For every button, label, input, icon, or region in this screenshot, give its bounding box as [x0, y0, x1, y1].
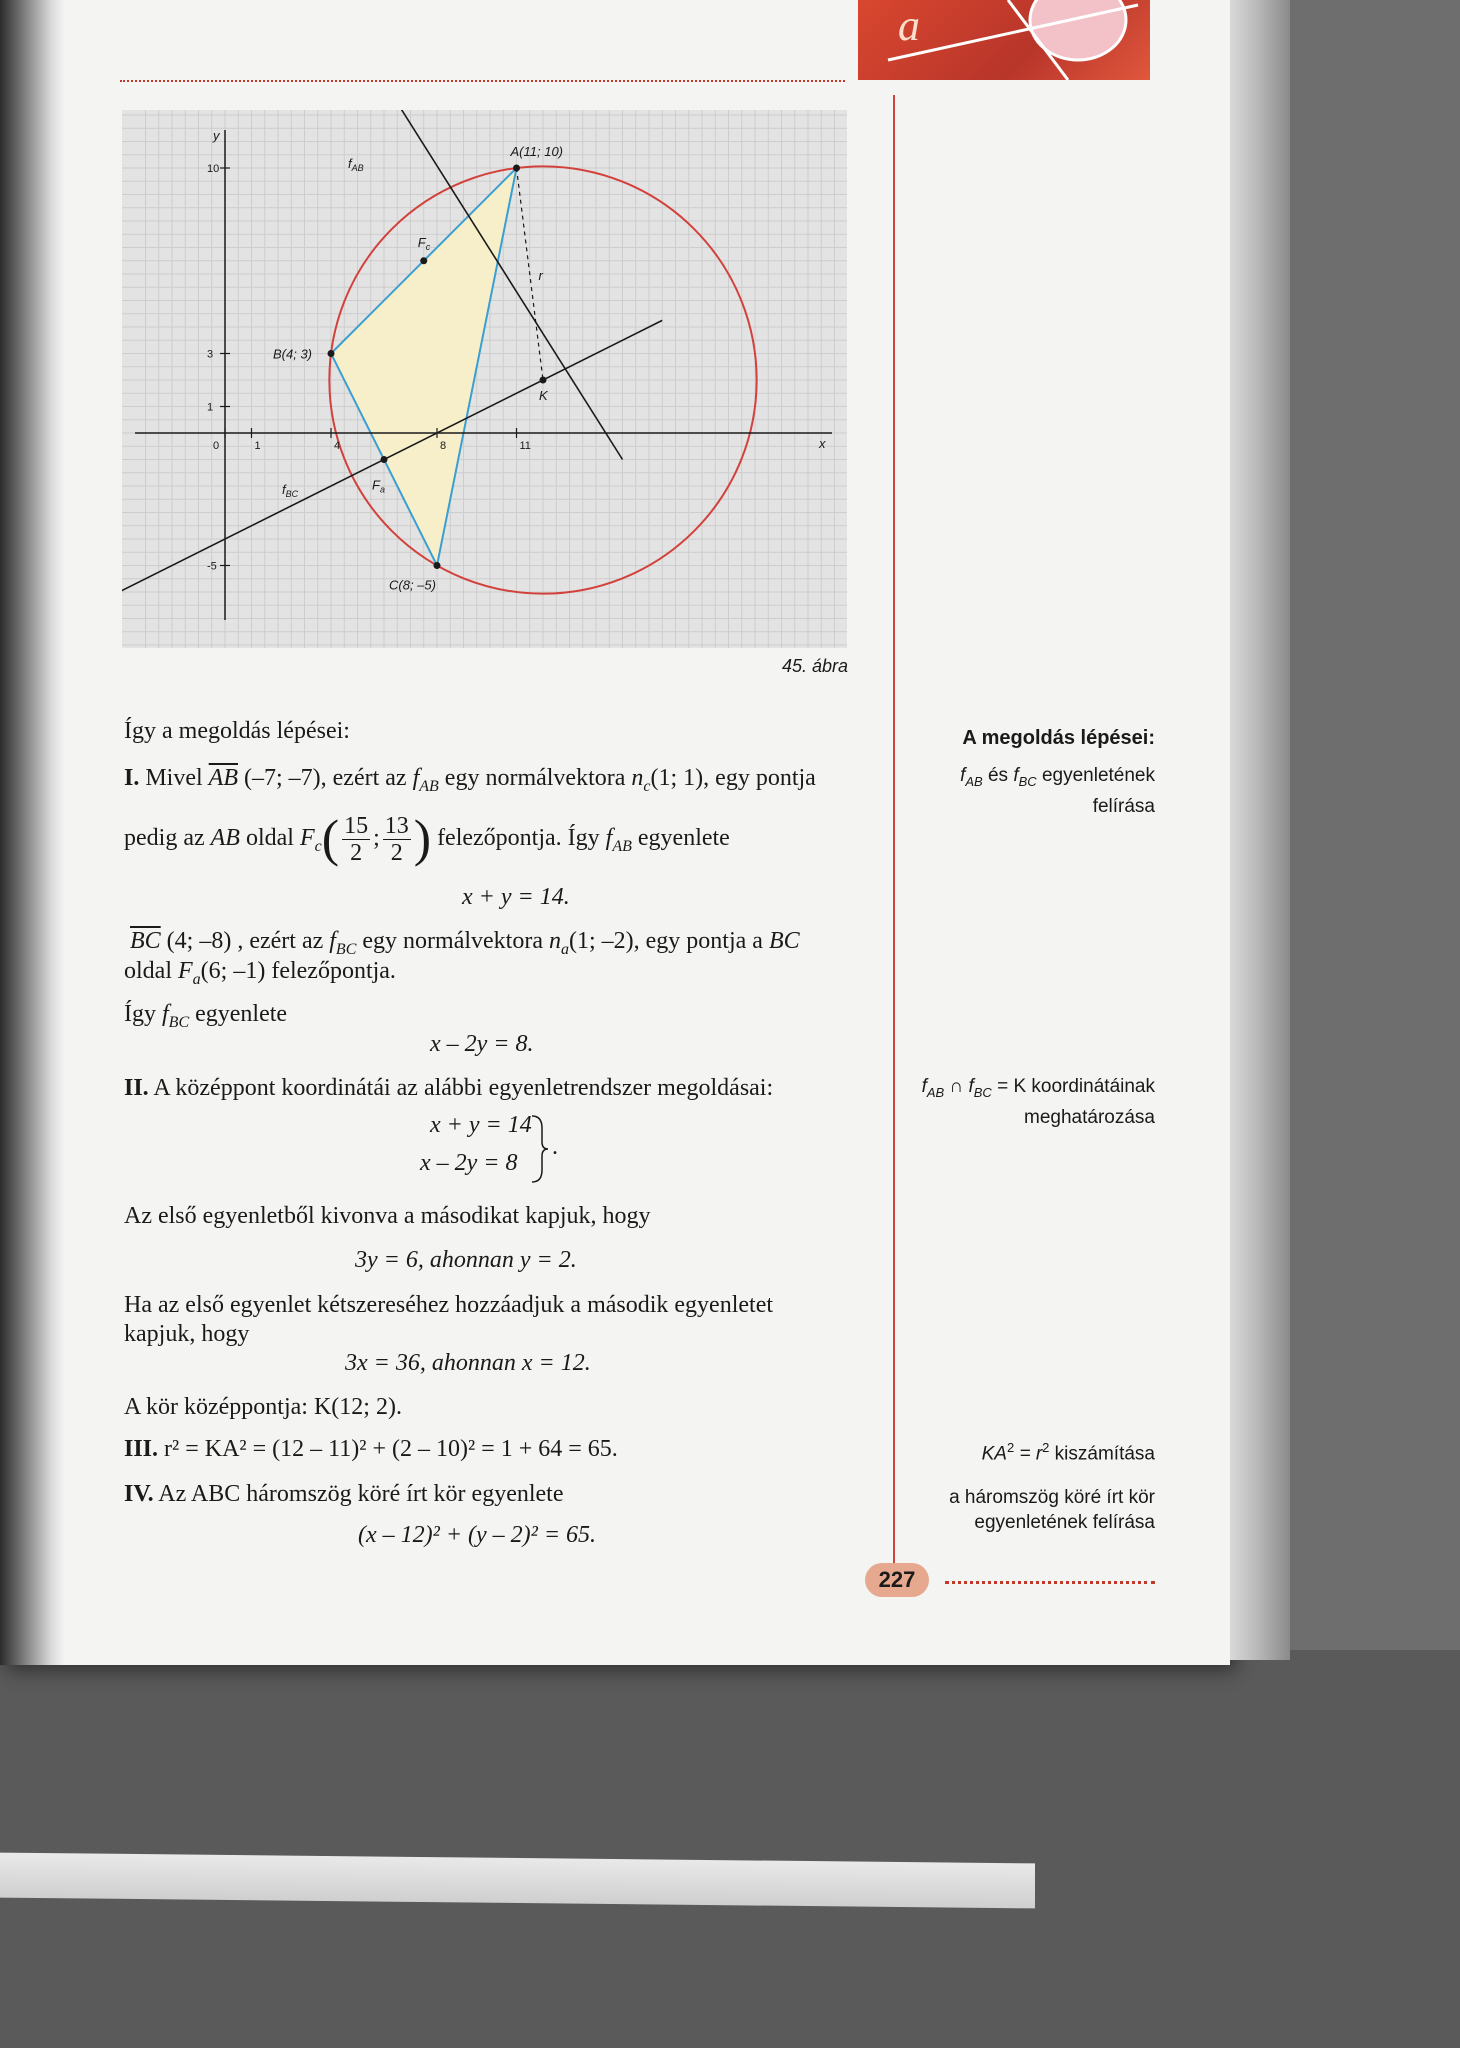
- fraction-15-2: $\frac{15}{2}$: [344, 812, 369, 866]
- equation-fab: x + y = 14.: [462, 884, 570, 910]
- equation-3x: 3x = 36, ahonnan x = 12.: [345, 1350, 591, 1376]
- sidebar-note-1: $f_{AB}$ és $f_{BC}$ egyenletének felírása: [960, 765, 1155, 817]
- figure-45: [122, 110, 847, 648]
- step-1-line-2: pedig az AB oldal $F_c$( $\frac{15}{2}$ ; $\frac{13}{2}$ ) felezőpontja. Így $f_{AB}$ egyenlete: [124, 810, 730, 868]
- center-line: A kör középpontja: K(12; 2).: [124, 1394, 402, 1420]
- sidebar-note-2: $f_{AB}$ ∩ $f_{BC} = K$ koordinátáinak meghatározása: [921, 1076, 1155, 1128]
- label-f-ab: $f_{AB}$: [348, 156, 364, 173]
- y-tick-label: -5: [207, 560, 217, 573]
- label-a: A(11; 10): [510, 144, 564, 159]
- step-1-line-4: oldal $F_a(6$; –1) felezőpontja.: [124, 958, 396, 988]
- x-tick-label: 1: [254, 440, 261, 452]
- step-2-line-4: kapjuk, hogy: [124, 1321, 250, 1347]
- point-c: [434, 562, 441, 569]
- axis-label-y: y: [213, 128, 220, 143]
- step-3-line: III. r² = KA² = (12 – 11)² + (2 – 10)² = 1 + 64 = 65.: [124, 1436, 618, 1462]
- sidebar-note-3: $KA^2 = r^2$ kiszámítása: [981, 1440, 1155, 1465]
- y-tick-label: 3: [207, 348, 214, 361]
- system-eq-1: x + y = 14: [430, 1112, 532, 1138]
- label-c: C(8; –5): [389, 577, 436, 593]
- x-tick-label: 0: [213, 440, 220, 452]
- point-fa: [381, 456, 388, 463]
- footer-dotted-rule: [945, 1581, 1155, 1584]
- equation-fbc: x – 2y = 8.: [430, 1031, 534, 1057]
- x-tick-label: 11: [519, 440, 531, 452]
- point-k: [540, 377, 547, 384]
- page-number: 227: [865, 1563, 929, 1597]
- step-2-line-3: Ha az első egyenlet kétszereséhez hozzáadjuk a második egyenletet: [124, 1292, 774, 1318]
- page-edge-shadow: [1230, 0, 1290, 1660]
- step-2-line-2: Az első egyenletből kivonva a másodikat kapjuk, hogy: [124, 1203, 651, 1229]
- coordinate-figure: [122, 110, 847, 648]
- step-1-line-3: $\overline{BC}$ (4; –8) , ezért az $f_{BC}$ egy normálvektora $n_a(1$; –2), egy pontja a BC: [130, 928, 800, 958]
- point-fc: [420, 257, 427, 264]
- figure-caption: 45. ábra: [781, 656, 848, 676]
- y-tick-label: 10: [207, 163, 220, 175]
- fraction-13-2: $\frac{13}{2}$: [384, 812, 409, 866]
- equation-3y: 3y = 6, ahonnan y = 2.: [355, 1247, 577, 1273]
- label-f-bc: $f_{BC}$: [282, 482, 299, 499]
- label-fc: $F_c$: [417, 234, 431, 252]
- system-period: .: [552, 1134, 558, 1160]
- step-2-line-1: II. A középpont koordinátái az alábbi egyenletrendszer megoldásai:: [124, 1075, 774, 1101]
- equation-circle: (x – 12)² + (y – 2)² = 65.: [358, 1522, 597, 1548]
- sidebar-heading: A megoldás lépései:: [962, 727, 1155, 749]
- corner-decoration-image: [858, 0, 1150, 80]
- point-b: [328, 350, 335, 357]
- system-eq-2: x – 2y = 8: [420, 1150, 518, 1176]
- book-spine-shadow: [0, 0, 65, 1665]
- step-1-line-5: Így $f_{BC}$ egyenlete: [124, 1001, 288, 1031]
- svg-text:a: a: [898, 1, 920, 50]
- background: [0, 1650, 1460, 2048]
- axis-label-x: x: [819, 436, 826, 451]
- x-tick-label: 4: [334, 440, 341, 452]
- equation-system: [400, 1110, 570, 1186]
- header-dotted-rule: [120, 80, 845, 82]
- margin-divider: [893, 95, 895, 1570]
- label-fa: $F_a$: [372, 477, 385, 495]
- sidebar-note-4: a háromszög köré írt kör egyenletének felírása: [949, 1487, 1155, 1533]
- system-brace: [530, 1114, 554, 1184]
- step-1-line-1: I. Mivel $\overline{AB}$ (–7; –7), ezért az $f_{AB}$ egy normálvektora $n_c(1$; 1), egy pontja: [124, 765, 816, 795]
- label-r: r: [538, 268, 543, 283]
- point-a: [513, 165, 520, 172]
- x-tick-label: 8: [440, 440, 447, 452]
- label-k: K: [539, 388, 548, 403]
- label-b: B(4; 3): [273, 346, 313, 362]
- intro-line: Így a megoldás lépései:: [124, 718, 350, 744]
- y-tick-label: 1: [207, 401, 214, 414]
- step-4-line: IV. Az ABC háromszög köré írt kör egyenlete: [124, 1481, 564, 1507]
